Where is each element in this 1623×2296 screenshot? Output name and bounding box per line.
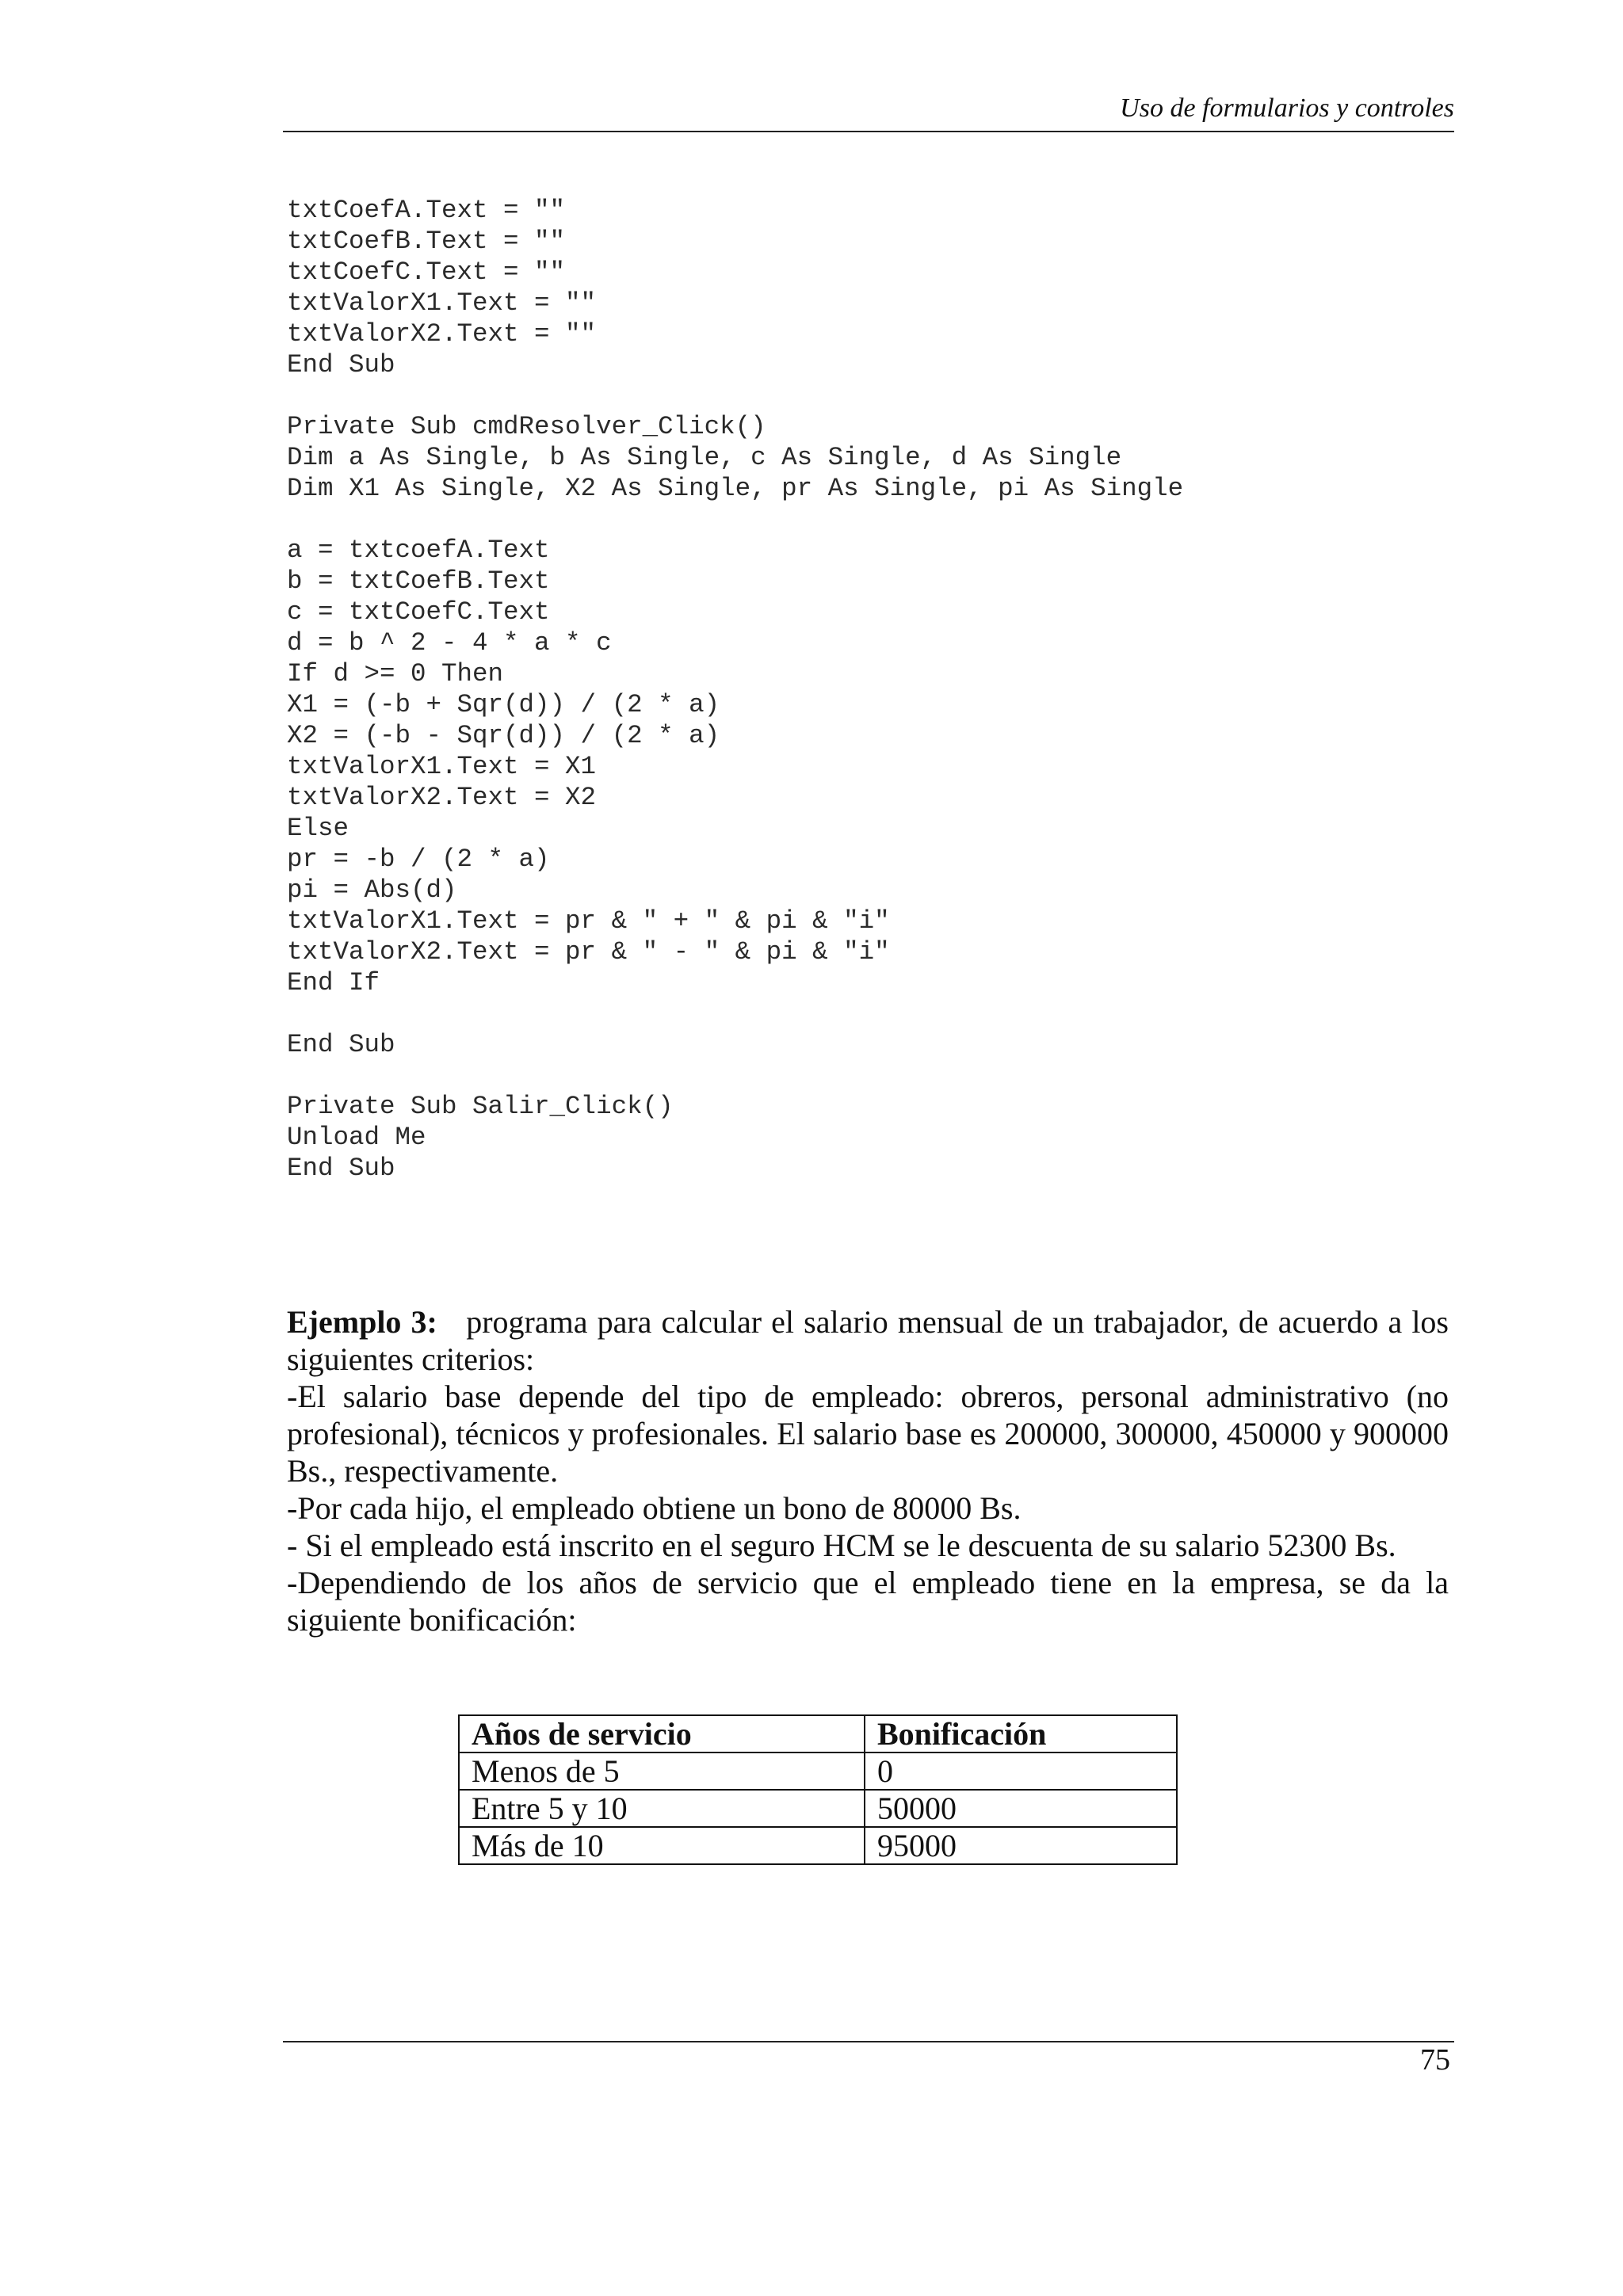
table-cell: 0	[865, 1753, 1177, 1790]
table-cell: Más de 10	[459, 1827, 865, 1864]
example-intro-paragraph	[287, 1303, 1449, 1378]
code-line: txtValorX1.Text = ""	[287, 288, 597, 318]
code-line: Private Sub Salir_Click()	[287, 1092, 674, 1121]
criteria-paragraph: - Si el empleado está inscrito en el seguro HCM se le descuenta de su salario 52300 Bs.	[287, 1527, 1396, 1563]
table-cell: Menos de 5	[459, 1753, 865, 1790]
table-cell: Entre 5 y 10	[459, 1790, 865, 1827]
code-line: a = txtcoefA.Text	[287, 536, 550, 565]
table-cell: 95000	[865, 1827, 1177, 1864]
table-row	[459, 1753, 1177, 1790]
code-line	[287, 380, 1183, 411]
bonus-table	[458, 1714, 1178, 1865]
code-line: pi = Abs(d)	[287, 875, 457, 905]
code-line: Private Sub cmdResolver_Click()	[287, 412, 766, 441]
code-line: b = txtCoefB.Text	[287, 566, 550, 596]
code-line: pr = -b / (2 * a)	[287, 845, 550, 874]
code-line: X1 = (-b + Sqr(d)) / (2 * a)	[287, 690, 720, 719]
code-line: txtCoefA.Text = ""	[287, 196, 566, 225]
code-line: txtValorX2.Text = X2	[287, 783, 597, 812]
code-line: End Sub	[287, 350, 395, 379]
column-header-years: Años de servicio	[459, 1715, 865, 1753]
code-line: Else	[287, 814, 349, 843]
code-line: Dim a As Single, b As Single, c As Single, d As Single	[287, 443, 1122, 472]
example-title: Ejemplo 3:	[287, 1304, 437, 1340]
code-line: txtValorX1.Text = pr & " + " & pi & "i"	[287, 906, 890, 936]
code-line: txtValorX2.Text = ""	[287, 319, 597, 349]
code-line	[287, 504, 1183, 535]
code-listing	[287, 195, 1183, 1184]
code-line: End Sub	[287, 1154, 395, 1183]
code-line: txtCoefB.Text = ""	[287, 227, 566, 256]
table-header-row	[459, 1715, 1177, 1753]
criteria-paragraph: -Dependiendo de los años de servicio que el empleado tiene en la empresa, se da la siguiente bonificación:	[287, 1565, 1449, 1638]
table-row	[459, 1827, 1177, 1864]
code-line: X2 = (-b - Sqr(d)) / (2 * a)	[287, 721, 720, 750]
code-line: If d >= 0 Then	[287, 659, 504, 688]
running-header: Uso de formularios y controles	[1120, 93, 1454, 123]
footer-rule	[283, 2041, 1454, 2042]
page-number: 75	[1420, 2043, 1450, 2077]
criteria-paragraph: -El salario base depende del tipo de empleado: obreros, personal administrativo (no profesional), técnicos y profesionales. El salario base es 200000, 300000, 450000 y 900000 Bs., respectivamente.	[287, 1379, 1449, 1489]
code-line: d = b ^ 2 - 4 * a * c	[287, 628, 612, 658]
code-line	[287, 998, 1183, 1029]
code-line: txtValorX1.Text = X1	[287, 752, 597, 781]
table-row	[459, 1790, 1177, 1827]
code-line: Dim X1 As Single, X2 As Single, pr As Single, pi As Single	[287, 474, 1184, 503]
header-rule	[283, 131, 1454, 132]
code-line: txtCoefC.Text = ""	[287, 257, 566, 287]
code-line: End Sub	[287, 1030, 395, 1059]
code-line: End If	[287, 968, 380, 997]
example-section	[287, 1303, 1449, 1638]
code-line	[287, 1060, 1183, 1091]
example-intro: programa para calcular el salario mensual de un trabajador, de acuerdo a los siguientes criterios:	[287, 1304, 1449, 1377]
column-header-bonus: Bonificación	[865, 1715, 1177, 1753]
code-line: txtValorX2.Text = pr & " - " & pi & "i"	[287, 937, 890, 967]
code-line: Unload Me	[287, 1123, 426, 1152]
table-cell: 50000	[865, 1790, 1177, 1827]
code-line: c = txtCoefC.Text	[287, 597, 550, 627]
criteria-paragraph: -Por cada hijo, el empleado obtiene un bono de 80000 Bs.	[287, 1490, 1022, 1526]
